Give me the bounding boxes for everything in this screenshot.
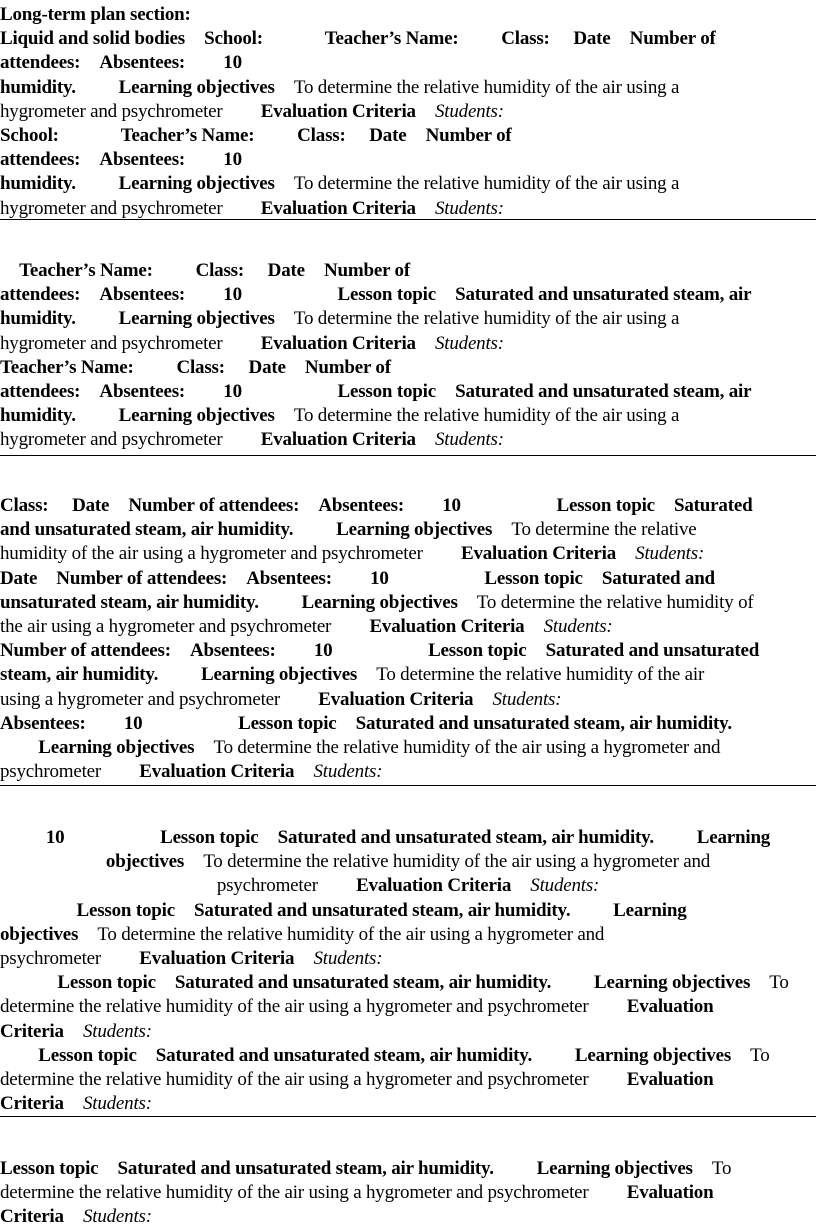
bold-text: School: Teacher’s Name: Class: Date Number of <box>0 125 382 146</box>
text: To determine the relative humidity of the air using a <box>241 76 627 98</box>
text: To determine the relative humidity of the air using a hygrometer and <box>82 923 590 945</box>
italic-text: Students: <box>386 332 456 354</box>
text-line <box>0 172 816 196</box>
text: To determine the relative humidity of the air using a <box>241 405 627 427</box>
text: To determine the relative humidity of the air using a <box>241 308 627 330</box>
text: To <box>644 1044 664 1066</box>
text-line <box>0 688 816 712</box>
text-line <box>0 1092 816 1116</box>
section-divider <box>0 785 816 786</box>
text-line <box>0 923 816 947</box>
italic-text: Students: <box>68 1093 138 1115</box>
text-line <box>0 591 816 615</box>
text-line <box>0 663 816 687</box>
text-line <box>0 494 816 518</box>
text: psychrometer <box>0 948 106 969</box>
text-line <box>0 76 816 100</box>
section-divider <box>0 219 816 220</box>
bold-text: Criteria <box>0 1093 69 1115</box>
bold-text: Evaluation Criteria <box>227 429 387 451</box>
bold-text: Long-term plan section: <box>0 4 191 25</box>
bold-text: Absentees: 10 Lesson topic Saturated and unsaturated steam, air humidity. <box>0 712 593 734</box>
text-line <box>0 736 816 760</box>
text: To <box>644 1158 664 1179</box>
bold-text: objectives <box>0 923 83 945</box>
text-line <box>0 947 816 971</box>
bold-text: attendees: Absentees: 10 Lesson topic Saturated and unsaturated steam, air <box>0 381 597 402</box>
bold-text: attendees: Absentees: 10 <box>0 149 193 171</box>
text-line <box>0 971 816 995</box>
bold-text: Lesson topic Saturated and unsaturated steam, air humidity. Learning <box>0 899 558 921</box>
text-line <box>0 850 816 874</box>
text-line <box>0 51 816 75</box>
bold-text: Lesson topic Saturated and unsaturated steam, air humidity. Learning objectives <box>0 1044 645 1066</box>
bold-text: Teacher’s Name: Class: Date Number of <box>0 356 319 378</box>
text-line <box>0 567 816 591</box>
bold-text: Number of attendees: Absentees: 10 Lesson topic Saturated and unsaturated <box>0 640 605 662</box>
bold-text: Evaluation <box>593 996 680 1018</box>
bold-text: Criteria <box>0 1020 69 1042</box>
text-line <box>0 27 816 51</box>
text: To determine the relative humidity of the air <box>323 664 652 686</box>
text: the air using a hygrometer and psychrometer <box>0 616 336 637</box>
text: psychrometer <box>233 875 340 897</box>
bold-text: Evaluation <box>593 1069 680 1090</box>
bold-text: Class: Date Number of attendees: Absentees: 10 Lesson topic Saturated <box>0 495 564 516</box>
bold-text: objectives <box>113 851 196 873</box>
text: humidity of the air using a hygrometer and psychrometer <box>0 543 428 565</box>
bold-text: Date Number of attendees: Absentees: 10 Lesson topic Saturated and <box>0 567 546 589</box>
bold-text: and unsaturated steam, air humidity. Learning objectives <box>0 519 459 541</box>
bold-text: attendees: Absentees: 10 Lesson topic Saturated and unsaturated steam, air <box>0 284 597 306</box>
text: hygrometer and psychrometer <box>0 429 228 451</box>
italic-text: Students: <box>444 688 514 710</box>
bold-text: Learning objectives <box>0 737 161 758</box>
italic-text: Students: <box>506 875 576 897</box>
text-line <box>0 1205 816 1229</box>
bold-text: steam, air humidity. Learning objectives <box>0 664 324 686</box>
text-line <box>0 1044 816 1068</box>
bold-text: Evaluation Criteria <box>105 761 266 783</box>
text-line <box>0 639 816 663</box>
text-line <box>0 995 816 1019</box>
text: To determine the relative humidity of the air using a hygrometer and <box>195 851 703 873</box>
section-divider <box>0 455 816 456</box>
italic-text: Students: <box>68 1020 138 1042</box>
bold-text: Criteria <box>0 1206 69 1228</box>
italic-text: Students: <box>68 1206 138 1228</box>
text-line <box>0 518 816 542</box>
text: using a hygrometer and psychrometer <box>0 688 285 710</box>
text-line <box>0 615 816 639</box>
text-line <box>0 307 816 331</box>
bold-text: Teacher’s Name: Class: Date Number of <box>0 260 319 281</box>
bold-text: Liquid and solid bodies School: Teacher’s Name: Class: Date Number of <box>0 28 572 50</box>
text-line <box>0 760 816 784</box>
text: hygrometer and psychrometer <box>0 197 228 219</box>
italic-text: Students: <box>265 948 335 969</box>
text-line <box>0 197 816 221</box>
text: To determine the relative humidity of <box>423 591 701 613</box>
text: psychrometer <box>0 761 106 783</box>
text: To determine the relative <box>458 519 644 541</box>
text: To <box>644 972 664 994</box>
bold-text: humidity. Learning objectives <box>0 173 242 195</box>
italic-text: Students: <box>386 197 456 219</box>
bold-text: attendees: Absentees: 10 <box>0 52 193 74</box>
text-line <box>0 356 816 380</box>
text-line <box>0 1181 816 1205</box>
text: determine the relative humidity of the air using a hygrometer and psychrometer <box>0 1069 594 1090</box>
italic-text: Students: <box>386 100 456 122</box>
section-divider <box>0 1116 816 1117</box>
bold-text: Evaluation Criteria <box>105 948 266 969</box>
bold-text: Evaluation Criteria <box>227 100 387 122</box>
text-line <box>0 3 816 27</box>
text-line <box>0 1020 816 1044</box>
text-line <box>0 332 816 356</box>
text: To determine the relative humidity of the air using a <box>241 173 627 195</box>
bold-text: 10 Lesson topic Saturated and unsaturated steam, air humidity. Learning <box>117 827 699 848</box>
text-line <box>0 1068 816 1092</box>
text-line <box>0 124 816 148</box>
text-line <box>0 404 816 428</box>
text: determine the relative humidity of the air using a hygrometer and psychrometer <box>0 1182 594 1204</box>
text-line <box>0 259 816 283</box>
text-line <box>0 899 816 923</box>
bold-text: Evaluation Criteria <box>346 875 507 897</box>
bold-text: Evaluation Criteria <box>227 332 387 354</box>
bold-text: humidity. Learning objectives <box>0 405 242 427</box>
text-line <box>0 542 816 566</box>
italic-text: Students: <box>386 429 456 451</box>
bold-text: Lesson topic Saturated and unsaturated steam, air humidity. Learning objectives <box>0 972 645 994</box>
bold-text: Evaluation Criteria <box>284 688 445 710</box>
italic-text: Students: <box>265 761 335 783</box>
text-line <box>0 874 816 898</box>
text-line <box>0 283 816 307</box>
text-line <box>0 428 816 452</box>
text-line <box>0 100 816 124</box>
italic-text: Students: <box>495 616 565 637</box>
italic-text: Students: <box>586 543 656 565</box>
bold-text: Evaluation Criteria <box>335 616 496 637</box>
text: hygrometer and psychrometer <box>0 100 228 122</box>
text-line <box>0 712 816 736</box>
bold-text: Evaluation Criteria <box>227 197 387 219</box>
text: determine the relative humidity of the air using a hygrometer and psychrometer <box>0 996 594 1018</box>
bold-text: unsaturated steam, air humidity. Learning objectives <box>0 591 424 613</box>
text: To determine the relative humidity of the air using a hygrometer and <box>160 737 668 758</box>
text: hygrometer and psychrometer <box>0 332 228 354</box>
text-line <box>0 826 816 850</box>
bold-text: Lesson topic Saturated and unsaturated steam, air humidity. Learning objectives <box>0 1158 645 1179</box>
bold-text: Evaluation Criteria <box>427 543 587 565</box>
bold-text: humidity. Learning objectives <box>0 76 242 98</box>
text-line <box>0 1157 816 1181</box>
text-line <box>0 148 816 172</box>
bold-text: humidity. Learning objectives <box>0 308 242 330</box>
bold-text: Evaluation <box>593 1182 680 1204</box>
text-line <box>0 380 816 404</box>
